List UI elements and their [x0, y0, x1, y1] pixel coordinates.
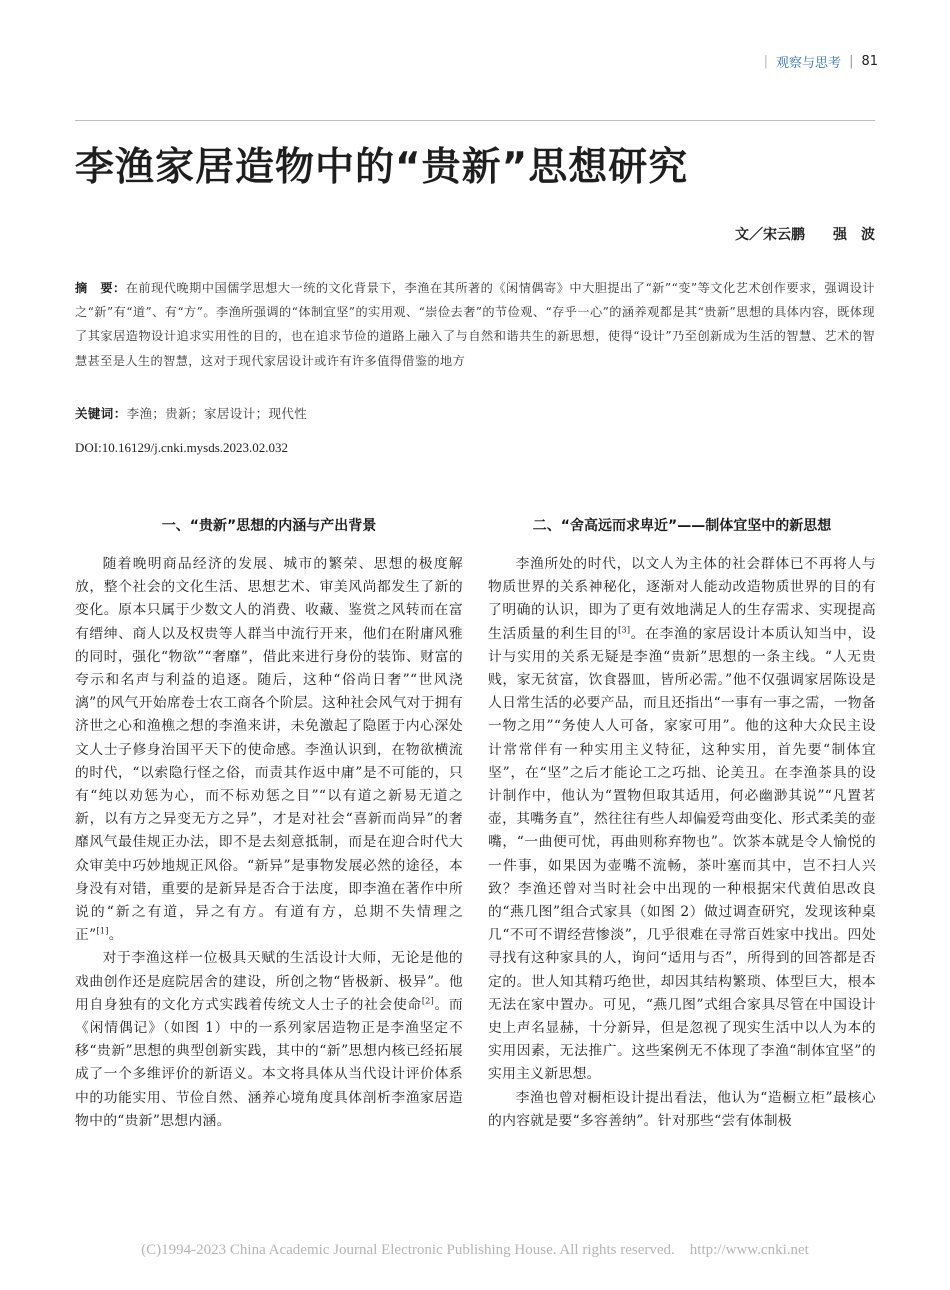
abstract	[75, 276, 875, 373]
body-paragraph	[488, 553, 876, 1087]
article-title: 李渔家居造物中的“贵新”思想研究	[75, 145, 689, 190]
paragraph-text: 对于李渔这样一位极具天赋的生活设计大师，无论是他的戏曲创作还是庭院居舍的建设，所创之物“皆极新、极异”。他用自身独有的文化方式实践着传统文人士子的社会使命	[75, 950, 463, 1013]
keywords-label: 关键词：	[75, 406, 127, 421]
header-divider: |	[763, 54, 769, 69]
keywords-text: 李渔；贵新；家居设计；现代性	[126, 406, 308, 421]
citation-ref: [3]	[618, 625, 631, 635]
paragraph-text: 随着晚明商品经济的发展、城市的繁荣、思想的极度解放，整个社会的文化生活、思想艺术、审美风尚都发生了新的变化。原本只属于少数文人的消费、收藏、鉴赏之风转而在富有缙绅、商人以及权贵等人群当中流行开来，他们在附庸风雅的同时，强化“物欲”“奢靡”，借此来进行身份的装饰、财富的夸示和名声与利益的追逐。随后，这种“俗尚日奢”“世风浇漓”的风气开始席卷士农工商各个阶层。这种社会风气对于拥有济世之心和渔樵之想的李渔来讲，未免激起了隐匿于内心深处文人士子修身治国平天下的使命感。李渔认识到，在物欲横流的时代，“以索隐行怪之俗，而责其作返中庸”是不可能的，只有“纯以劝惩为心，而不标劝惩之目”“以有道之新易无道之新，以有方之异变无方之异”，才是对社会“喜新而尚异”的奢靡风气最佳规正办法，即不是去刻意抵制，而是在迎合时代大众审美中巧妙地规正风俗。“新异”是事物发展必然的途径，本身没有对错，重要的是新异是否合于法度，即李渔在著作中所说的“新之有道，异之有方。有道有方，总期不失情理之正”	[75, 556, 463, 944]
keywords	[75, 404, 307, 422]
page-number: 81	[861, 54, 878, 69]
paragraph-text: 李渔所处的时代，以文人为主体的社会群体已不再将人与物质世界的关系神秘化，逐渐对人能动改造物质世界的目的有了明确的认识，即为了更有效地满足人的生存需求、实现提高生活质量的利生目的	[488, 556, 876, 642]
copyright-watermark: (C)1994-2023 China Academic Journal Electronic Publishing House. All rights reserved. http://www.cnki.net	[141, 1242, 809, 1258]
section-heading: 二、“舍高远而求卑近”——制体宜坚中的新思想	[532, 518, 832, 534]
body-paragraph: 李渔也曾对橱柜设计提出看法，他认为“造橱立柜”最核心的内容就是要“多容善纳”。针对那些“尝有体制极	[488, 1089, 876, 1129]
header-divider: |	[849, 54, 854, 69]
body-paragraph	[75, 553, 463, 947]
right-column	[488, 515, 876, 1133]
abstract-text: 在前现代晚期中国儒学思想大一统的文化背景下，李渔在其所著的《闲情偶寄》中大胆提出了“新”“变”等文化艺术创作要求，强调设计之“新”有“道”、有“方”。李渔所强调的“体制宜坚”的实用观、“崇俭去奢”的节俭观、“存乎一心”的涵养观都是其“贵新”思想的具体内容，既体现了其家居造物设计追求实用性的目的，也在追求节俭的道路上融入了与自然和谐共生的新思想，使得“设计”乃至创新成为生活的智慧、艺术的智慧甚至是人生的智慧，这对于现代家居设计或许有许多值得借鉴的地方	[75, 281, 875, 368]
paragraph-text: 。	[108, 927, 123, 944]
header-section-name: 观察与思考	[776, 56, 842, 71]
header-rule	[75, 120, 875, 121]
section-heading: 一、“贵新”思想的内涵与产出背景	[161, 518, 377, 534]
abstract-label: 摘 要：	[75, 281, 126, 295]
paragraph-text: 。在李渔的家居设计本质认知当中，设计与实用的关系无疑是李渔“贵新”思想的一条主线。“人无贵贱，家无贫富，饮食器皿，皆所必需。”他不仅强调家居陈设是人日常生活的必要产品，而且还指出“一事有一事之需，一物备一物之用”“务使人人可备，家家可用”。他的这种大众民主设计常常伴有一种实用主义特征，这种实用，首先要“制体宜坚”，在“坚”之后才能论工之巧拙、论美丑。在李渔茶具的设计制作中，他认为“置物但取其适用，何必幽渺其说”“凡置茗壶，其嘴务直”，然往往有些人却偏爱弯曲变化、形式柔美的壶嘴，“一曲便可忧，再曲则称弃物也”。饮茶本就是令人愉悦的一件事，如果因为壶嘴不流畅，茶叶塞而其中，岂不扫人兴致？李渔还曾对当时社会中出现的一种根据宋代黄伯思改良的“燕几图”组合式家具（如图 2）做过调查研究，发现该种桌几“不可不谓经营惨淡”，几乎很难在寻常百姓家中找出。四处寻找有这种家具的人，询问“适用与否”，所得到的回答都是否定的。世人知其精巧绝世，却因其结构繁琐、体型巨大，根本无法在家中置办。可见，“燕几图”式组合家具尽管在中国设计史上声名显赫，十分新异，但是忽视了现实生活中以人为本的实用因素，无法推广。这些案例无不体现了李渔“制体宜坚”的实用主义新思想。	[488, 625, 876, 1083]
body-paragraph	[75, 947, 463, 1133]
running-header	[764, 52, 878, 71]
doi: DOI:10.16129/j.cnki.mysds.2023.02.032	[75, 440, 289, 455]
author-line: 文／宋云鹏 强 波	[735, 227, 875, 243]
left-column	[75, 515, 463, 1133]
paragraph-text: 。而《闲情偶记》（如图 1）中的一系列家居造物正是李渔坚定不移“贵新”思想的典型创新实践，其中的“新”思想内核已经拓展成了一个多维评价的新语义。本文将具体从当代设计评价体系中的功能实用、节俭自然、涵养心境角度具体剖析李渔家居造物中的“贵新”思想内涵。	[75, 996, 463, 1129]
citation-ref: [2]	[421, 996, 435, 1006]
citation-ref: [1]	[96, 926, 109, 936]
